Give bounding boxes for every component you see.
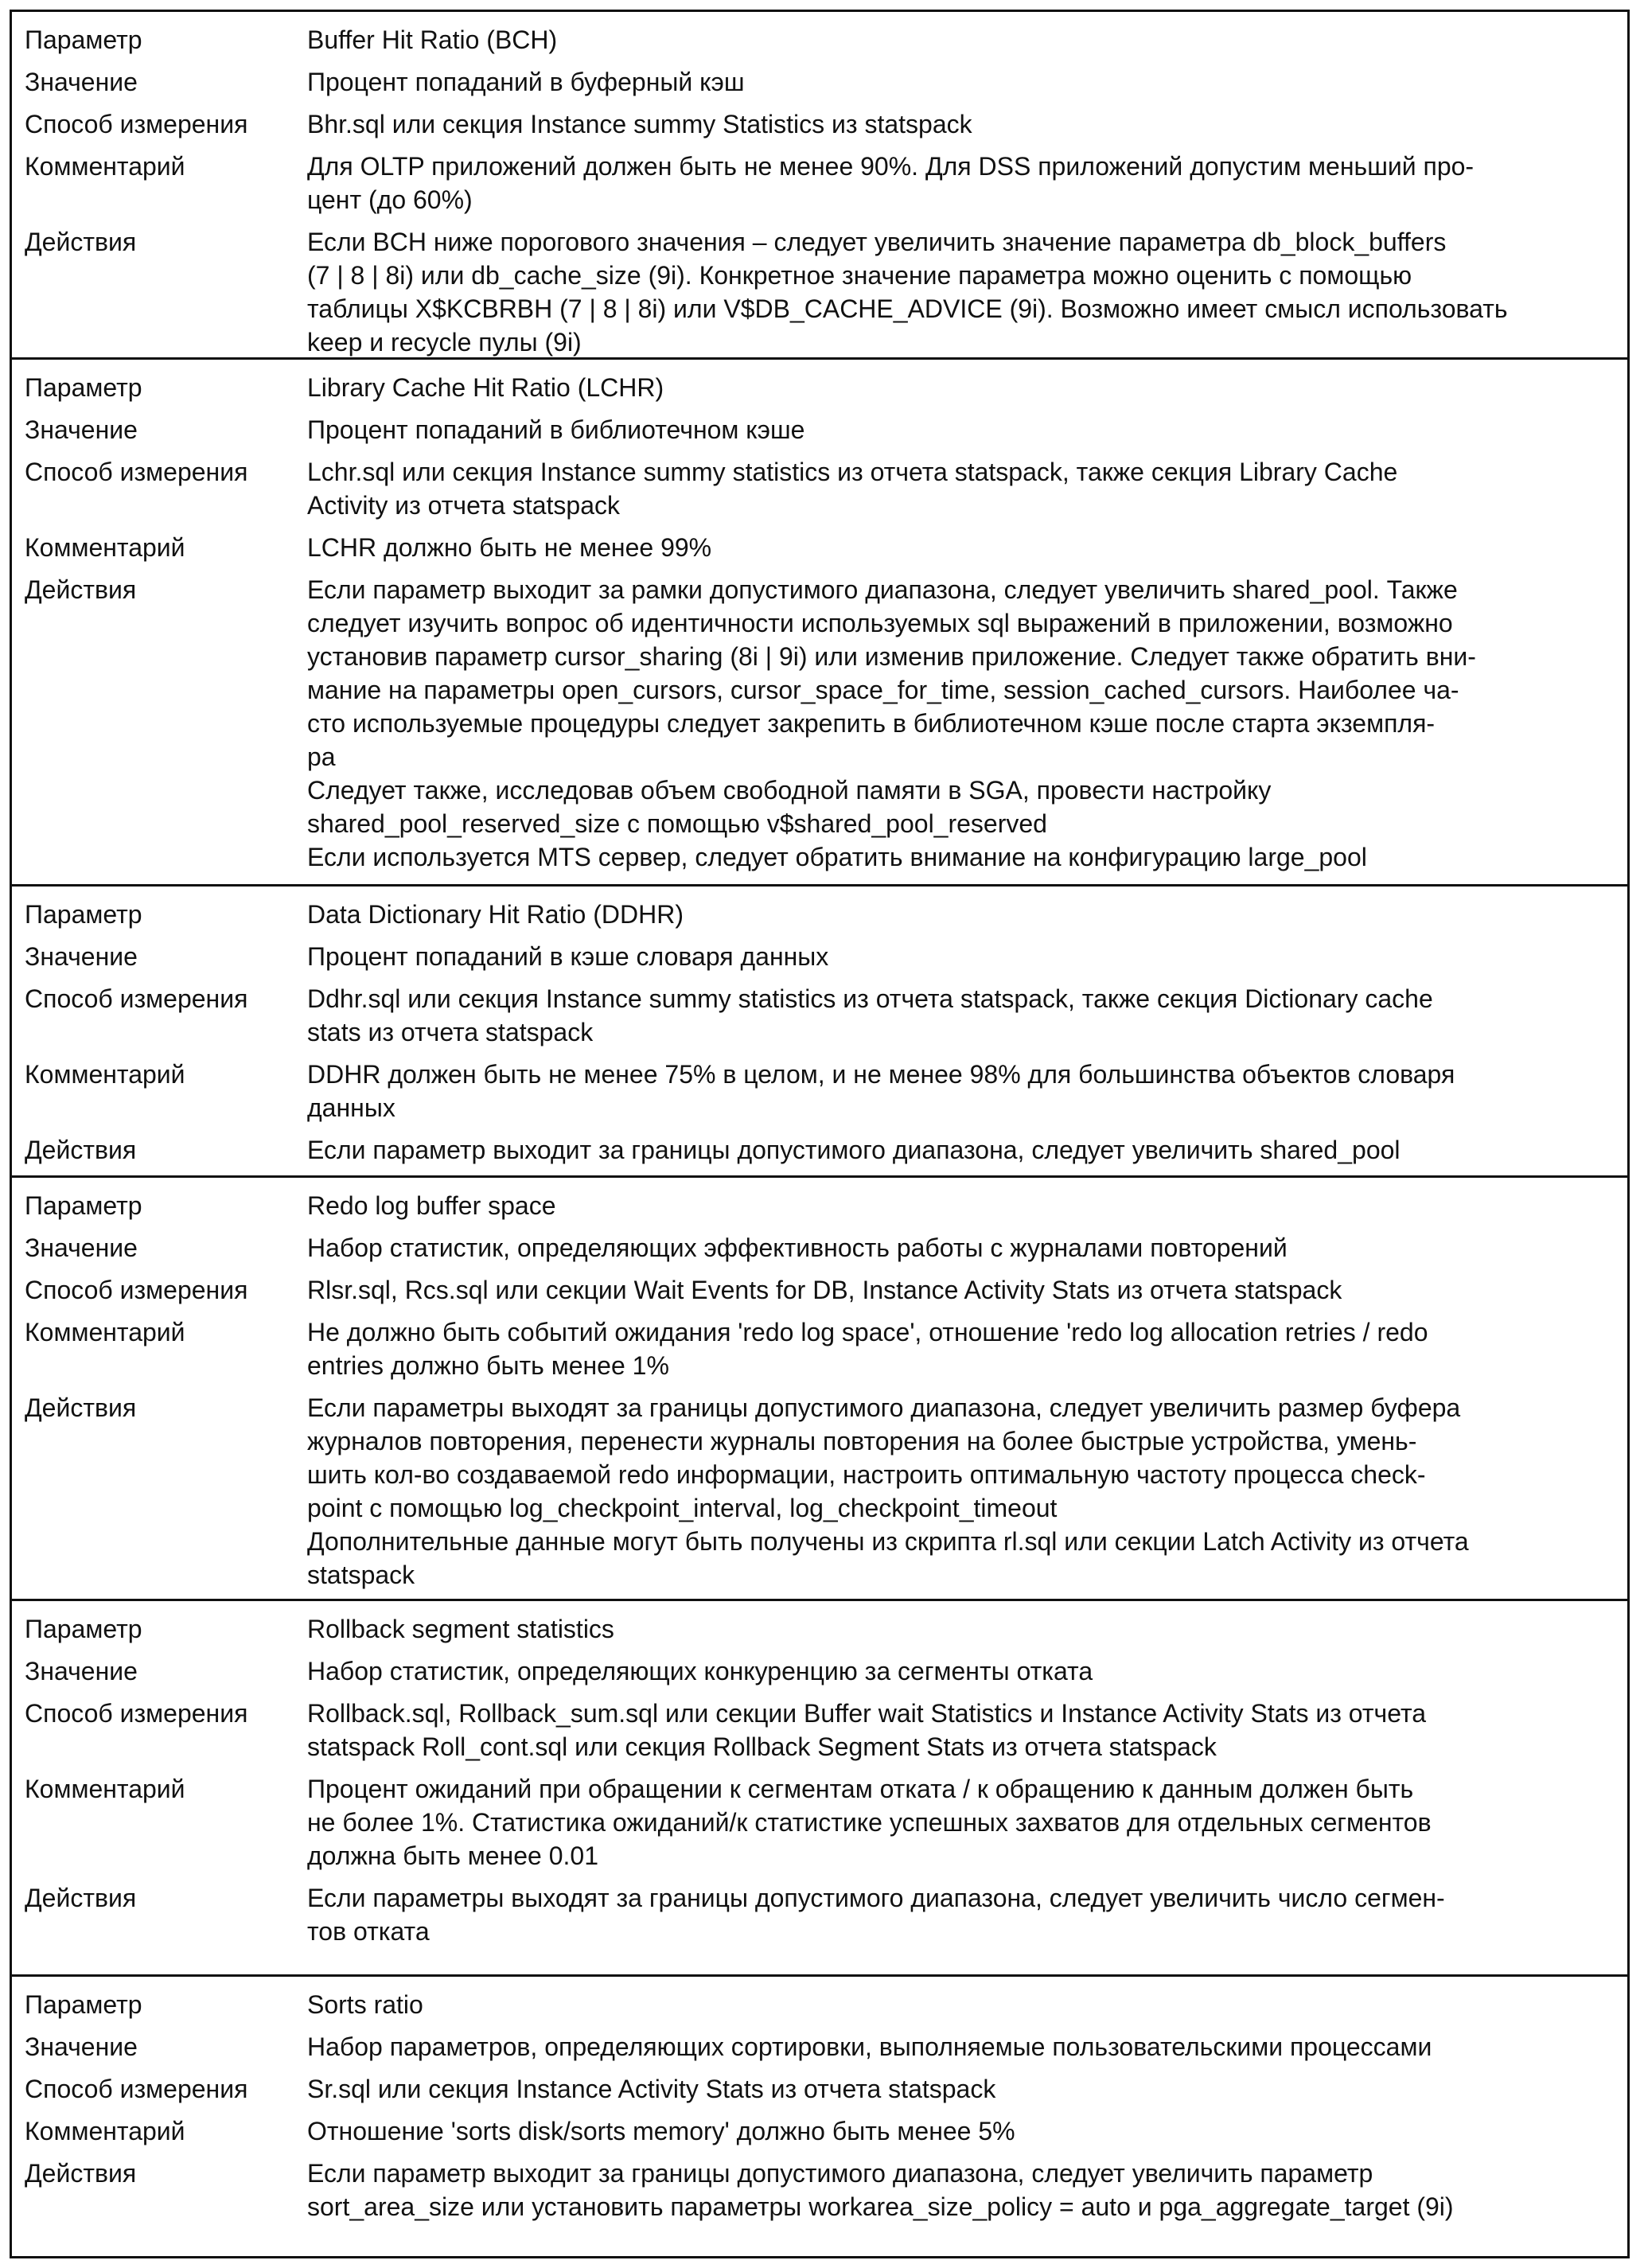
table-row bbox=[12, 225, 1627, 359]
row-label: Параметр bbox=[25, 900, 142, 929]
parameter-block bbox=[12, 884, 1627, 1167]
table-row bbox=[12, 1058, 1627, 1124]
row-value: Набор статистик, определяющих эффективность работы с журналами повторений bbox=[307, 1233, 1288, 1262]
row-value: Не должно быть событий ожидания 'redo log space', отношение 'redo log allocation retries / redo entries должно быть менее 1% bbox=[307, 1318, 1428, 1380]
row-label: Действия bbox=[25, 1884, 137, 1912]
table-row bbox=[12, 1772, 1627, 1872]
parameter-block bbox=[12, 1974, 1627, 2223]
row-label: Параметр bbox=[25, 1615, 142, 1643]
row-value: Набор статистик, определяющих конкуренцию за сегменты отката bbox=[307, 1657, 1093, 1685]
row-label: Действия bbox=[25, 228, 137, 256]
row-label: Действия bbox=[25, 1136, 137, 1164]
row-value: Если параметр выходит за границы допустимого диапазона, следует увеличить параметр sort_area_size или установить параметры workarea_size_policy = auto и pga_aggregate_target (9i) bbox=[307, 2159, 1454, 2221]
row-value: Если параметры выходят за границы допустимого диапазона, следует увеличить число сегмен- тов отката bbox=[307, 1884, 1445, 1946]
table-row bbox=[12, 1273, 1627, 1307]
row-label: Параметр bbox=[25, 1990, 142, 2019]
row-value: Ddhr.sql или секция Instance summy statistics из отчета statspack, также секция Dictionary cache stats из отчета statspack bbox=[307, 984, 1433, 1046]
row-value: Data Dictionary Hit Ratio (DDHR) bbox=[307, 900, 684, 929]
parameters-table bbox=[10, 10, 1630, 2258]
table-row bbox=[12, 1697, 1627, 1763]
row-value: Процент попаданий в кэше словаря данных bbox=[307, 942, 829, 971]
table-row bbox=[12, 371, 1627, 404]
row-value: Sr.sql или секция Instance Activity Stats из отчета statspack bbox=[307, 2075, 996, 2103]
parameter-block bbox=[12, 1175, 1627, 1592]
row-value: Если параметр выходит за границы допустимого диапазона, следует увеличить shared_pool bbox=[307, 1136, 1401, 1164]
row-value: Library Cache Hit Ratio (LCHR) bbox=[307, 373, 664, 402]
row-label: Способ измерения bbox=[25, 110, 248, 138]
row-label: Значение bbox=[25, 2032, 138, 2061]
row-label: Комментарий bbox=[25, 1318, 185, 1346]
row-label: Значение bbox=[25, 415, 138, 444]
row-label: Значение bbox=[25, 68, 138, 96]
table-row bbox=[12, 107, 1627, 141]
row-label: Способ измерения bbox=[25, 458, 248, 486]
table-row bbox=[12, 982, 1627, 1049]
table-row bbox=[12, 1391, 1627, 1592]
table-row bbox=[12, 65, 1627, 99]
row-label: Значение bbox=[25, 1233, 138, 1262]
table-row bbox=[12, 455, 1627, 522]
table-row bbox=[12, 1231, 1627, 1265]
row-value: Rollback.sql, Rollback_sum.sql или секции Buffer wait Statistics и Instance Activity Stats из отчета statspack Roll_cont.sql или секция Rollback Segment Stats из отчета statspack bbox=[307, 1699, 1427, 1761]
row-label: Значение bbox=[25, 1657, 138, 1685]
parameter-block bbox=[12, 357, 1627, 874]
row-value: Rollback segment statistics bbox=[307, 1615, 614, 1643]
table-row bbox=[12, 2030, 1627, 2063]
row-label: Способ измерения bbox=[25, 2075, 248, 2103]
row-label: Способ измерения bbox=[25, 1699, 248, 1728]
row-label: Способ измерения bbox=[25, 1276, 248, 1304]
table-row bbox=[12, 2114, 1627, 2148]
table-row bbox=[12, 150, 1627, 216]
table-row bbox=[12, 2072, 1627, 2106]
row-label: Комментарий bbox=[25, 152, 185, 181]
parameter-block bbox=[12, 1599, 1627, 1948]
row-value: Rlsr.sql, Rcs.sql или секции Wait Events for DB, Instance Activity Stats из отчета statspack bbox=[307, 1276, 1342, 1304]
row-value: Процент попаданий в библиотечном кэше bbox=[307, 415, 805, 444]
table-row bbox=[12, 1315, 1627, 1382]
table-row bbox=[12, 1988, 1627, 2021]
row-value: Если BCH ниже порогового значения – следует увеличить значение параметра db_block_buffers (7 | 8 | 8i) или db_cache_size (9i). Конкретное значение параметра можно оценить с помощью таблицы X$KCBRBH (7 | 8 | 8i) или V$DB_CACHE_ADVICE (9i). Возможно имеет смысл использовать keep и recycle пулы (9i) bbox=[307, 228, 1508, 357]
row-label: Комментарий bbox=[25, 1060, 185, 1089]
table-row bbox=[12, 413, 1627, 446]
table-row bbox=[12, 940, 1627, 973]
row-label: Комментарий bbox=[25, 2117, 185, 2145]
row-value: Отношение 'sorts disk/sorts memory' должно быть менее 5% bbox=[307, 2117, 1015, 2145]
table-row bbox=[12, 531, 1627, 564]
row-value: DDHR должен быть не менее 75% в целом, и не менее 98% для большинства объектов словаря данных bbox=[307, 1060, 1455, 1122]
table-row bbox=[12, 1654, 1627, 1688]
row-label: Действия bbox=[25, 2159, 137, 2188]
row-value: Lchr.sql или секция Instance summy statistics из отчета statspack, также секция Library Cache Activity из отчета statspack bbox=[307, 458, 1398, 520]
row-label: Комментарий bbox=[25, 1775, 185, 1803]
row-value: Если параметры выходят за границы допустимого диапазона, следует увеличить размер буфера журналов повторения, перенести журналы повторения на более быстрые устройства, умень- шить кол-во создаваемой redo информации, настроить оптимальную частоту процесса check- point с помощью log_checkpoint_interval, log_checkpoint_timeout Дополнительные данные могут быть получены из скрипта rl.sql или секции Latch Activity из отчета statspack bbox=[307, 1393, 1469, 1589]
row-label: Действия bbox=[25, 575, 137, 604]
table-row bbox=[12, 573, 1627, 874]
table-row bbox=[12, 1612, 1627, 1646]
row-label: Действия bbox=[25, 1393, 137, 1422]
table-row bbox=[12, 1133, 1627, 1167]
table-row bbox=[12, 2157, 1627, 2223]
row-value: Bhr.sql или секция Instance summy Statistics из statspack bbox=[307, 110, 972, 138]
row-label: Значение bbox=[25, 942, 138, 971]
row-label: Способ измерения bbox=[25, 984, 248, 1013]
row-value: Набор параметров, определяющих сортировки, выполняемые пользовательскими процессами bbox=[307, 2032, 1432, 2061]
row-value: Sorts ratio bbox=[307, 1990, 423, 2019]
row-value: Redo log buffer space bbox=[307, 1191, 556, 1220]
row-value: Если параметр выходит за рамки допустимого диапазона, следует увеличить shared_pool. Также следует изучить вопрос об идентичности используемых sql выражений в приложении, возможно установив параметр cursor_sharing (8i | 9i) или изменив приложение. Следует также обратить вни- мание на параметры open_cursors, cursor_space_for_time, session_cached_cursors. Наиболее ча- сто используемые процедуры следует закрепить в библиотечном кэше после старта экземпля- ра Следует также, исследовав объем свободной памяти в SGA, провести настройку shared_pool_reserved_size с помощью v$shared_pool_reserved Если используется MTS сервер, следует обратить внимание на конфигурацию large_pool bbox=[307, 575, 1476, 871]
table-row bbox=[12, 1881, 1627, 1948]
row-value: Buffer Hit Ratio (BCH) bbox=[307, 25, 558, 54]
row-value: Процент попаданий в буферный кэш bbox=[307, 68, 745, 96]
row-value: Процент ожиданий при обращении к сегментам отката / к обращению к данным должен быть не более 1%. Статистика ожиданий/к статистике успешных захватов для отдельных сегментов должна быть менее 0.01 bbox=[307, 1775, 1432, 1870]
table-row bbox=[12, 23, 1627, 57]
row-label: Параметр bbox=[25, 373, 142, 402]
row-label: Комментарий bbox=[25, 533, 185, 562]
table-row bbox=[12, 898, 1627, 931]
row-value: LCHR должно быть не менее 99% bbox=[307, 533, 712, 562]
row-value: Для OLTP приложений должен быть не менее 90%. Для DSS приложений допустим меньший про- цент (до 60%) bbox=[307, 152, 1475, 214]
row-label: Параметр bbox=[25, 1191, 142, 1220]
row-label: Параметр bbox=[25, 25, 142, 54]
parameter-block bbox=[12, 23, 1627, 359]
table-row bbox=[12, 1189, 1627, 1222]
